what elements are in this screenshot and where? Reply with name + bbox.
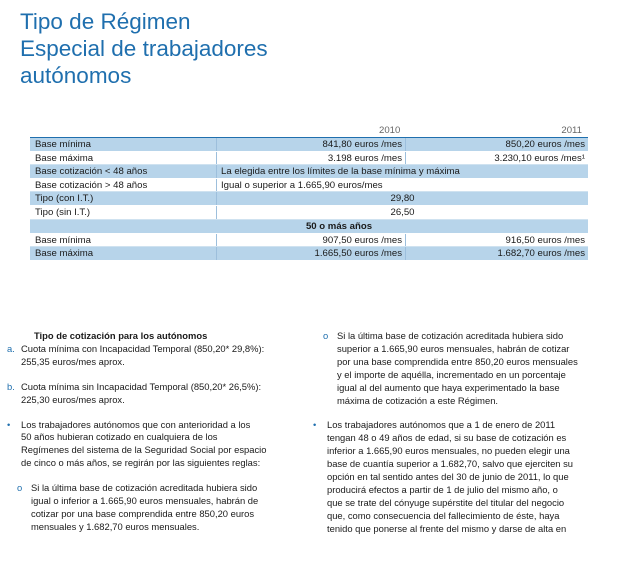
row-label: Base mínima (35, 234, 91, 246)
table-row-base-minima-50 (30, 234, 588, 248)
table-row-tipo-sin-it (30, 206, 588, 220)
text-line: por una base comprendida entre 850,20 euros mensuales (337, 355, 578, 367)
row-label: Base cotización < 48 años (35, 166, 148, 178)
section-label: 50 o más años (305, 220, 373, 232)
title-line-2: Especial de trabajadores (20, 36, 268, 61)
text-line: igual o inferior a 1.665,90 euros mensuales, habrán de (31, 495, 259, 507)
page-title (20, 8, 268, 89)
cell-span: Igual o superior a 1.665,90 euros/mes (216, 179, 588, 192)
circle-bullet-icon: o (17, 482, 23, 494)
cell-2010: 907,50 euros /mes (216, 234, 405, 247)
cell-span: 26,50 (216, 206, 588, 219)
title-line-1: Tipo de Régimen (20, 9, 191, 34)
list-subitem-2 (313, 330, 603, 407)
text-line: de cinco o más años, se regirán por las siguientes reglas: (21, 457, 261, 469)
text-line: Si la última base de cotización acreditada hubiera sido (337, 330, 564, 341)
section-heading: Tipo de cotización para los autónomos (34, 330, 208, 341)
row-label: Tipo (con I.T.) (35, 193, 94, 205)
text-line: Los trabajadores autónomos que con anterioridad a los (21, 418, 251, 430)
cell-2011: 3.230,10 euros /mes¹ (405, 152, 588, 165)
spacer (7, 369, 300, 381)
text-line: Los trabajadores autónomos que a 1 de enero de 2011 (327, 419, 556, 431)
text-line: superior a 1.665,90 euros mensuales, habrán de cotizar (337, 342, 570, 354)
list-item-bullet-1 (7, 419, 300, 471)
cell-span: 29,80 (216, 192, 588, 205)
text-line: 50 años hubieran cotizado en cualquiera de los (21, 431, 218, 443)
year-2010-header: 2010 (379, 125, 401, 136)
list-item-b (7, 381, 300, 407)
text-line: Si la última base de cotización acreditada hubiera sido (31, 482, 258, 494)
circle-bullet-icon: o (323, 330, 329, 341)
cell-2011: 1.682,70 euros /mes (405, 247, 588, 260)
section-header-50 (30, 220, 588, 234)
text-line: opción en tal sentido antes del 30 de junio de 2011, lo que (327, 471, 569, 483)
row-label: Tipo (sin I.T.) (35, 206, 91, 218)
table-row-base-lt48 (30, 165, 588, 179)
text-line: Cuota mínima con Incapacidad Temporal (850,20* 29,8%): (21, 342, 265, 354)
text-line: cotizar por una base comprendida entre 850,20 euros (31, 507, 255, 519)
table-row-tipo-con-it (30, 192, 588, 206)
text-line: mensuales y 1.682,70 euros mensuales. (31, 520, 200, 532)
table-row-base-minima (30, 138, 588, 152)
cell-2010: 1.665,50 euros /mes (216, 247, 405, 260)
text-line: inferior a 1.665,90 euros mensuales, no pueden elegir una (327, 445, 570, 457)
text-line: igual al del aumento que haya experimentado la base (337, 381, 560, 393)
text-line: producirá efectos a partir de 1 de julio del mismo año, o (327, 483, 558, 495)
year-2011-header: 2011 (561, 125, 582, 136)
spacer (313, 407, 603, 419)
row-label: Base mínima (35, 139, 91, 150)
text-line: Cuota mínima sin Incapacidad Temporal (850,20* 26,5%): (21, 380, 262, 392)
text-line: que, como consecuencia del fallecimiento de éste, haya (327, 509, 560, 521)
list-marker: a. (7, 342, 15, 354)
table-row-base-gt48 (30, 179, 588, 193)
text-line: máxima de cotización a este Régimen. (337, 394, 499, 406)
bullet-icon: • (7, 418, 11, 430)
cell-2011: 850,20 euros /mes (405, 138, 588, 151)
row-label: Base máxima (35, 248, 94, 260)
text-line: Regímenes del sistema de la Seguridad Social por espacio (21, 444, 267, 456)
year-header-row (30, 124, 588, 137)
left-text-column (7, 330, 300, 534)
table-row-base-maxima (30, 152, 588, 166)
table-row-base-maxima-50 (30, 247, 588, 261)
cell-2010: 3.198 euros /mes (216, 152, 405, 165)
spacer (7, 470, 300, 482)
text-line: que se trate del cónyuge supérstite del titular del negocio (327, 496, 565, 508)
text-line: 255,35 euros/mes aprox. (21, 355, 125, 367)
text-line: tengan 48 o 49 años de edad, si su base de cotización es (327, 432, 567, 444)
cell-2011: 916,50 euros /mes (405, 234, 588, 247)
rates-table (30, 124, 588, 261)
text-line: tenido que ponerse al frente del mismo y darse de alta en (327, 522, 567, 534)
text-line: y el importe de aquélla, incrementado en un porcentaje (337, 368, 566, 380)
row-label: Base máxima (35, 152, 94, 164)
text-line: base de cuantía superior a 1.682,70, salvo que ejerciten su (327, 458, 573, 470)
list-item-a (7, 343, 300, 369)
row-label: Base cotización > 48 años (35, 179, 148, 191)
spacer (7, 407, 300, 419)
bullet-icon: • (313, 419, 317, 431)
list-item-bullet-2 (313, 419, 603, 535)
list-marker: b. (7, 380, 15, 392)
cell-span: La elegida entre los límites de la base mínima y máxima (216, 165, 588, 178)
text-line: 225,30 euros/mes aprox. (21, 393, 125, 405)
right-text-column (313, 330, 603, 536)
cell-2010: 841,80 euros /mes (216, 138, 405, 151)
title-line-3: autónomos (20, 63, 132, 88)
list-subitem-1 (7, 482, 300, 534)
